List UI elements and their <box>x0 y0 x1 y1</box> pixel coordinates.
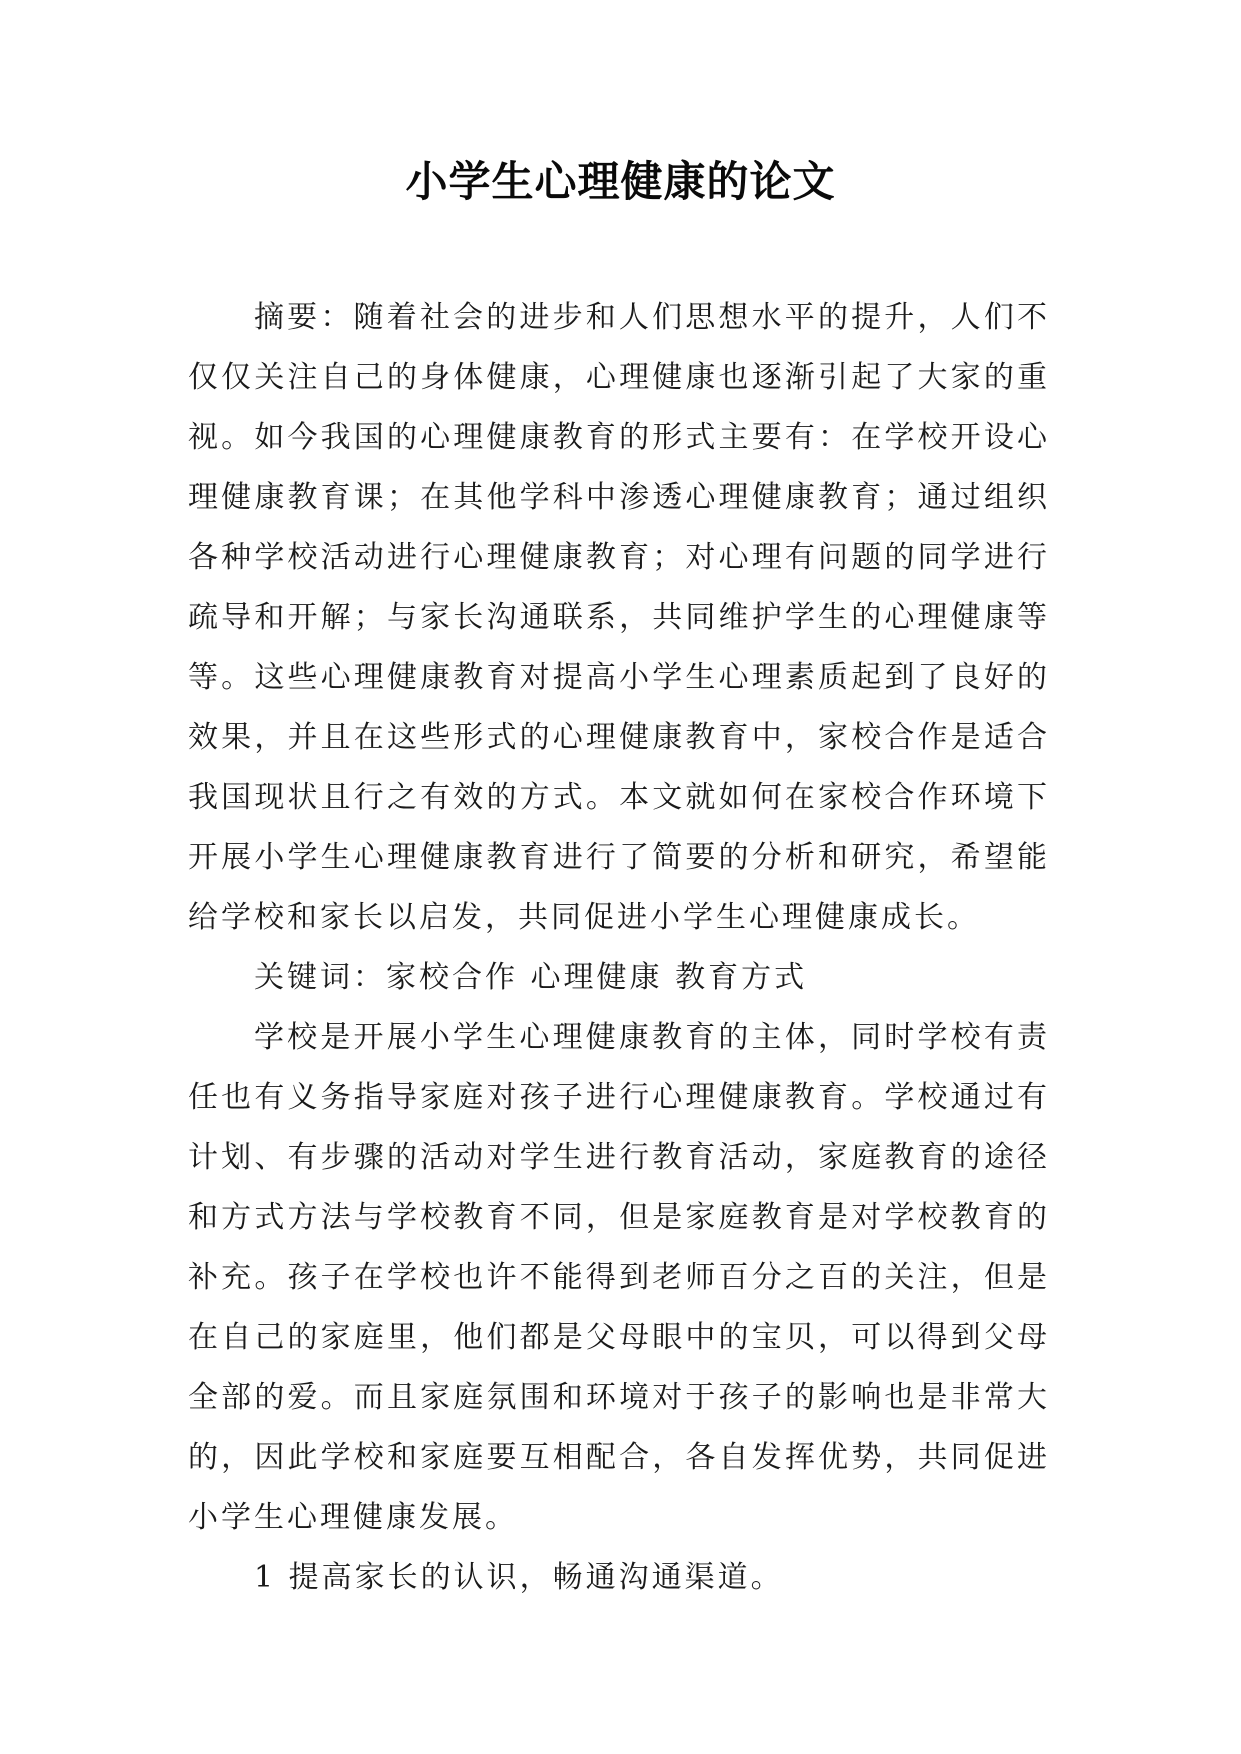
abstract-paragraph: 摘要：随着社会的进步和人们思想水平的提升，人们不仅仅关注自己的身体健康，心理健康也逐渐引起了大家的重视。如今我国的心理健康教育的形式主要有：在学校开设心理健康教育课；在其他学科中渗透心理健康教育；通过组织各种学校活动进行心理健康教育；对心理有问题的同学进行疏导和开解；与家长沟通联系，共同维护学生的心理健康等等。这些心理健康教育对提高小学生心理素质起到了良好的效果，并且在这些形式的心理健康教育中，家校合作是适合我国现状且行之有效的方式。本文就如何在家校合作环境下开展小学生心理健康教育进行了简要的分析和研究，希望能给学校和家长以启发，共同促进小学生心理健康成长。 <box>188 300 1050 935</box>
body-paragraph: 学校是开展小学生心理健康教育的主体，同时学校有责任也有义务指导家庭对孩子进行心理健康教育。学校通过有计划、有步骤的活动对学生进行教育活动，家庭教育的途径和方式方法与学校教育不同，但是家庭教育是对学校教育的补充。孩子在学校也许不能得到老师百分之百的关注，但是在自己的家庭里，他们都是父母眼中的宝贝，可以得到父母全部的爱。而且家庭氛围和环境对于孩子的影响也是非常大的，因此学校和家庭要互相配合，各自发挥优势，共同促进小学生心理健康发展。 <box>188 1020 1050 1535</box>
document-body <box>188 288 1050 1608</box>
keywords-line: 关键词：家校合作 心理健康 教育方式 <box>254 960 808 995</box>
section-heading: 1 提高家长的认识，畅通沟通渠道。 <box>254 1560 784 1595</box>
document-title: 小学生心理健康的论文 <box>405 157 836 206</box>
